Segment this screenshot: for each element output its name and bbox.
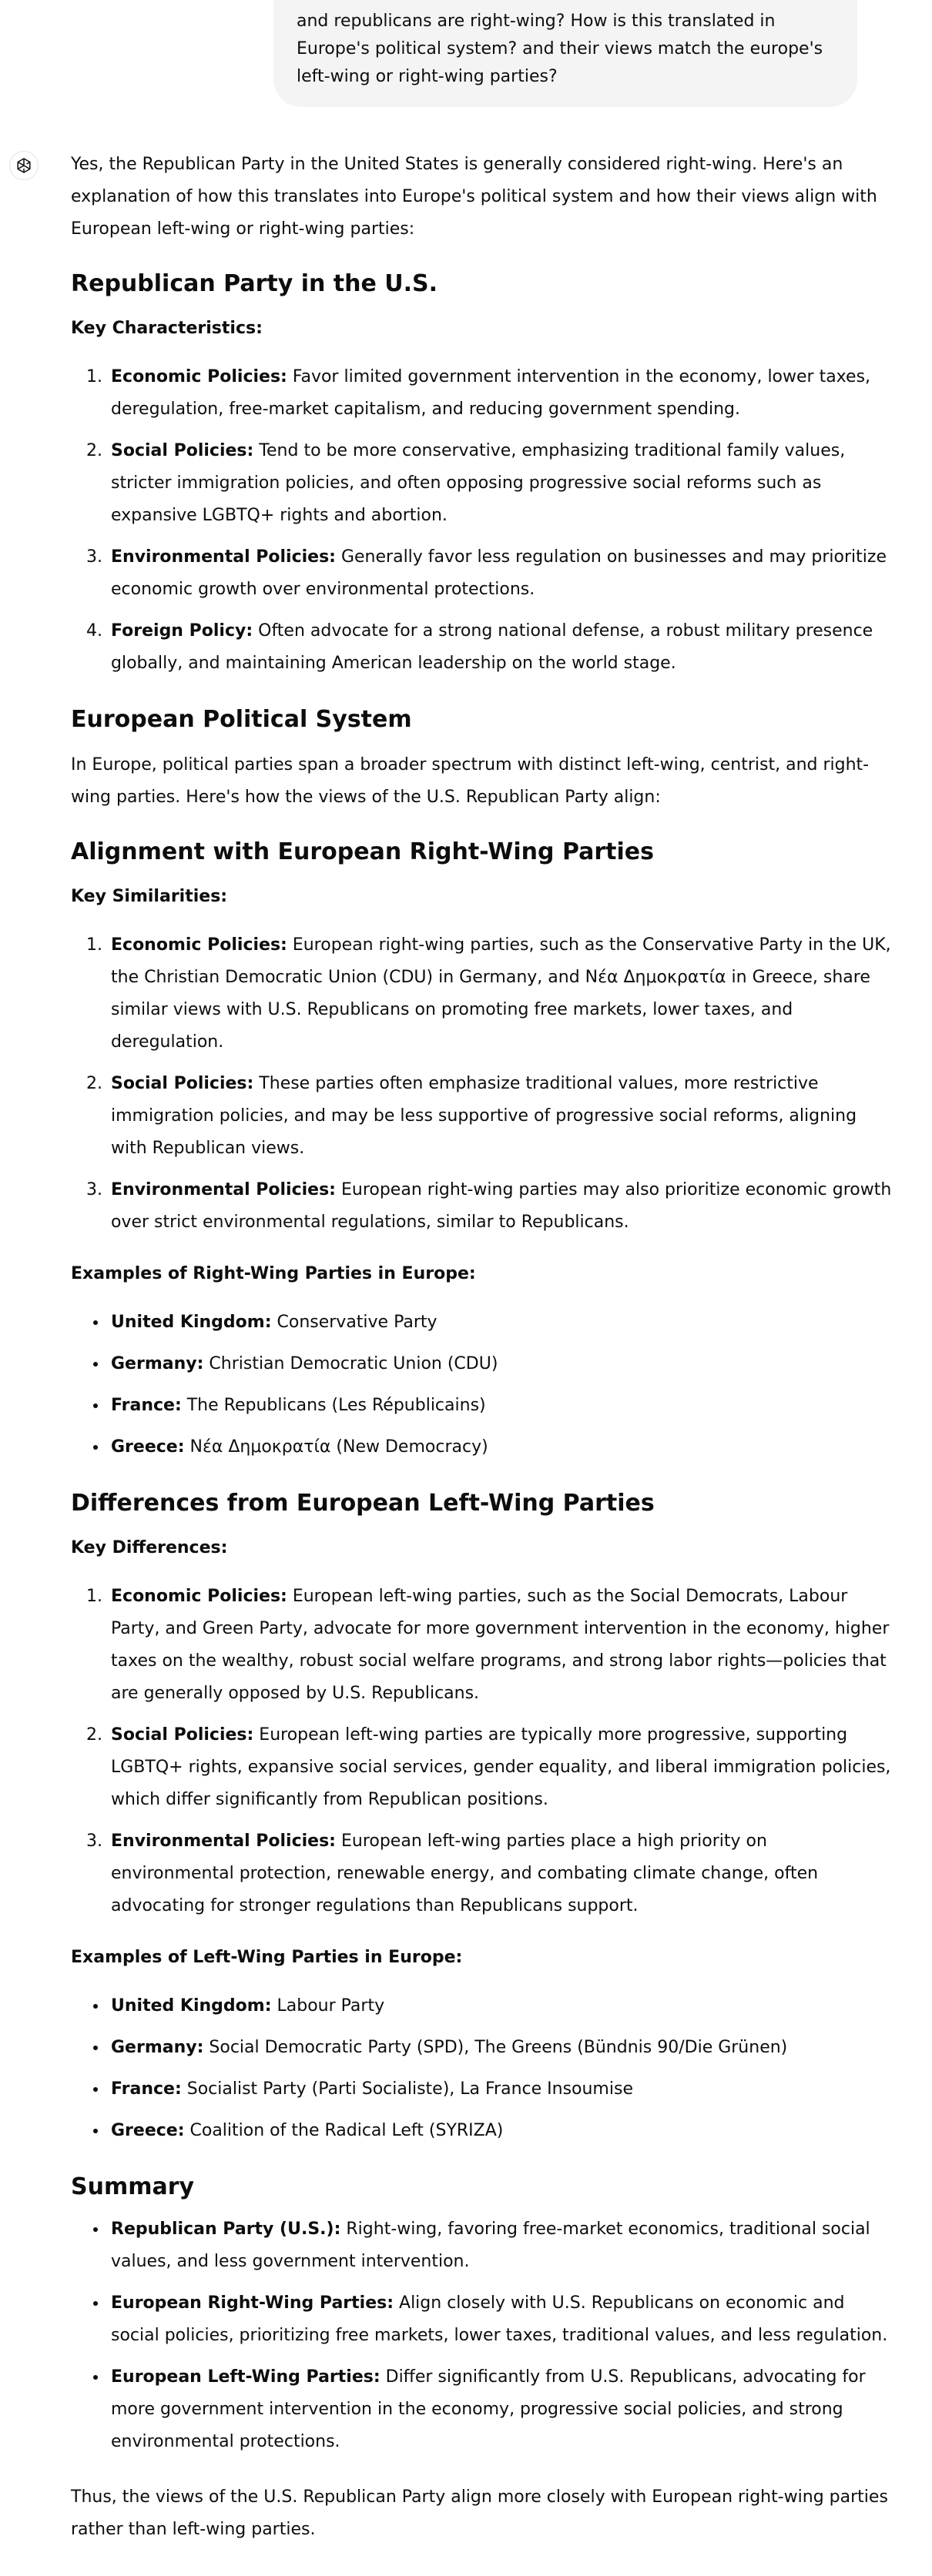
section-heading-right-wing-alignment: Alignment with European Right-Wing Parties <box>71 838 654 865</box>
openai-logo-icon <box>15 156 33 175</box>
section-heading-summary: Summary <box>71 2173 195 2200</box>
key-similarities-list <box>71 929 895 1239</box>
subheading-right-wing-examples: Examples of Right-Wing Parties in Europe: <box>71 1264 476 1283</box>
list-item: 1. Economic Policies: European right-wing parties, such as the Conservative Party in the UK, the Christian Democratic Union (CDU) in Germany, and Νέα Δημοκρατία in Greece, share similar views with U.S. Republicans on promoting free markets, lower taxes, and deregulation. <box>108 929 895 1059</box>
list-item: • United Kingdom: Conservative Party <box>108 1306 895 1339</box>
subheading-key-similarities: Key Similarities: <box>71 887 228 906</box>
key-characteristics-list <box>71 361 895 680</box>
list-item: 2. Social Policies: European left-wing parties are typically more progressive, supporting LGBTQ+ rights, expansive social services, gender equality, and liberal immigration policies, which differ significantly from Republican positions. <box>108 1719 895 1816</box>
list-item: • Germany: Social Democratic Party (SPD), The Greens (Bündnis 90/Die Grünen) <box>108 2032 895 2064</box>
right-wing-examples-list <box>71 1306 895 1464</box>
intro-paragraph: Yes, the Republican Party in the United States is generally considered right-wing. Here's an explanation of how this translates into Europe's political system and how their views align with European left-wing or right-wing parties: <box>71 155 877 239</box>
list-item: 1. Economic Policies: European left-wing parties, such as the Social Democrats, Labour Party, and Green Party, advocate for more government intervention in the economy, higher taxes on the wealthy, robust social welfare programs, and strong labor rights—policies that are generally opposed by U.S. Republicans. <box>108 1581 895 1710</box>
list-item: 4. Foreign Policy: Often advocate for a strong national defense, a robust military presence globally, and maintaining American leadership on the world stage. <box>108 615 895 680</box>
subheading-key-characteristics: Key Characteristics: <box>71 319 263 338</box>
subheading-left-wing-examples: Examples of Left-Wing Parties in Europe: <box>71 1948 463 1967</box>
summary-list <box>71 2213 895 2458</box>
list-item: 3. Environmental Policies: European left-wing parties place a high priority on environmental protection, renewable energy, and combating climate change, often advocating for stronger regulations than Republicans support. <box>108 1825 895 1922</box>
list-item: 3. Environmental Policies: Generally favor less regulation on businesses and may prioritize economic growth over environmental protections. <box>108 541 895 606</box>
list-item: • Greece: Νέα Δημοκρατία (New Democracy) <box>108 1431 895 1464</box>
user-message-bubble <box>273 0 857 107</box>
assistant-message <box>71 149 895 2546</box>
section-heading-european-political-system: European Political System <box>71 706 412 733</box>
list-item: • Germany: Christian Democratic Union (CDU) <box>108 1348 895 1380</box>
list-item: • United Kingdom: Labour Party <box>108 1990 895 2022</box>
list-item: 3. Environmental Policies: European right-wing parties may also prioritize economic growth over strict environmental regulations, similar to Republicans. <box>108 1174 895 1239</box>
list-item: • France: Socialist Party (Parti Socialiste), La France Insoumise <box>108 2073 895 2106</box>
list-item: 1. Economic Policies: Favor limited government intervention in the economy, lower taxes, deregulation, free-market capitalism, and reducing government spending. <box>108 361 895 426</box>
user-message-text: and republicans are right-wing? How is this translated in Europe's political system? and their views match the europe's left-wing or right-wing parties? <box>297 12 823 86</box>
left-wing-examples-list <box>71 1990 895 2147</box>
section-heading-left-wing-differences: Differences from European Left-Wing Parties <box>71 1490 655 1517</box>
list-item: • Greece: Coalition of the Radical Left (SYRIZA) <box>108 2115 895 2147</box>
european-system-paragraph: In Europe, political parties span a broader spectrum with distinct left-wing, centrist, and right-wing parties. Here's how the views of the U.S. Republican Party align: <box>71 755 870 807</box>
list-item: 2. Social Policies: Tend to be more conservative, emphasizing traditional family values, stricter immigration policies, and often opposing progressive social reforms such as expansive LGBTQ+ rights and abortion. <box>108 435 895 532</box>
list-item: 2. Social Policies: These parties often emphasize traditional values, more restrictive immigration policies, and may be less supportive of progressive social reforms, aligning with Republican views. <box>108 1068 895 1165</box>
list-item: • France: The Republicans (Les Républicains) <box>108 1390 895 1422</box>
list-item: • Republican Party (U.S.): Right-wing, favoring free-market economics, traditional social values, and less government intervention. <box>108 2213 895 2278</box>
key-differences-list <box>71 1581 895 1922</box>
conclusion-paragraph: Thus, the views of the U.S. Republican Party align more closely with European right-wing parties rather than left-wing parties. <box>71 2487 888 2539</box>
assistant-avatar <box>9 151 39 180</box>
list-item: • European Right-Wing Parties: Align closely with U.S. Republicans on economic and social policies, prioritizing free markets, lower taxes, traditional values, and less regulation. <box>108 2287 895 2352</box>
subheading-key-differences: Key Differences: <box>71 1538 228 1557</box>
list-item: • European Left-Wing Parties: Differ significantly from U.S. Republicans, advocating for more government intervention in the economy, progressive social policies, and strong environmental protections. <box>108 2361 895 2458</box>
section-heading-republican-party: Republican Party in the U.S. <box>71 270 438 297</box>
